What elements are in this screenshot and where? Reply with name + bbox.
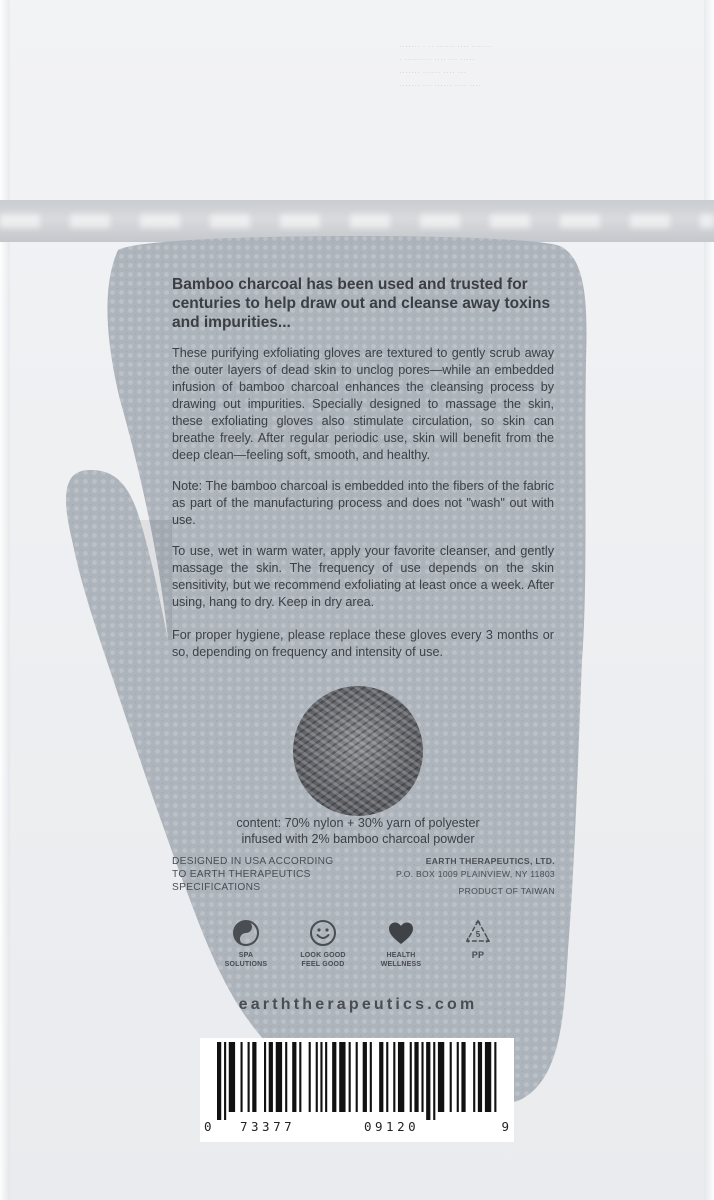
barcode-bar (386, 1042, 388, 1112)
fabric-swatch-image (293, 686, 423, 816)
barcode-bar (370, 1042, 372, 1112)
note-paragraph: Note: The bamboo charcoal is embedded into the fibers of the fabric as part of the manufacturing process and does not "wash" out with use. (172, 479, 554, 527)
barcode-digits-group1: 73377 (240, 1119, 296, 1134)
icon-label: WELLNESS (380, 961, 422, 968)
barcode-bar (241, 1042, 243, 1112)
barcode-bar (426, 1042, 430, 1120)
composition-line: infused with 2% bamboo charcoal powder (241, 832, 475, 846)
icon-label: SPA (238, 952, 254, 959)
barcode-bar (349, 1042, 351, 1112)
barcode-bar (363, 1042, 367, 1112)
company-info (350, 855, 555, 898)
feature-spa-solutions (216, 918, 276, 969)
product-origin: PRODUCT OF TAIWAN (458, 886, 555, 896)
barcode-bar (410, 1042, 412, 1112)
barcode-bar (224, 1042, 226, 1120)
usage-paragraph: To use, wet in warm water, apply your favorite cleanser, and gently massage the skin. The frequency of use depends on the skin sensitivity, but we recommend exfoliating at least once a week. After using, hang to dry. Keep in dry area. (172, 544, 554, 609)
barcode-bar (292, 1042, 296, 1112)
barcode-bar (264, 1042, 266, 1112)
feature-recycle-pp (448, 918, 508, 960)
barcode-bar (461, 1042, 465, 1112)
recycle-code: 5 (475, 930, 481, 939)
barcode (200, 1038, 514, 1142)
barcode-bar (320, 1042, 322, 1112)
company-name: EARTH THERAPEUTICS, LTD. (425, 856, 555, 866)
barcode-bar (217, 1042, 221, 1120)
barcode-bar (478, 1042, 482, 1112)
recycle-pp-icon (463, 918, 493, 948)
barcode-bar (414, 1042, 418, 1112)
barcode-bar (325, 1042, 327, 1112)
barcode-bar (438, 1042, 444, 1112)
icon-label: HEALTH (386, 952, 416, 959)
composition-line: content: 70% nylon + 30% yarn of polyester (236, 816, 480, 830)
icon-label: LOOK GOOD (300, 952, 346, 959)
barcode-bar (269, 1042, 273, 1112)
barcode-bar (276, 1042, 282, 1112)
barcode-bar (393, 1042, 395, 1112)
description-paragraph: These purifying exfoliating gloves are textured to gently scrub away the outer layers of dead skin to unclog pores—while an embedded infusion of bamboo charcoal enhances the cleansing process by drawing out impurities. Specially designed to massage the skin, these exfoliating gloves also stimulate circulation, so skin can breathe freely. After regular periodic use, skin will benefit from the deep clean—feeling soft, smooth, and healthy. (172, 346, 554, 462)
spa-solutions-icon (231, 918, 261, 948)
barcode-bar (433, 1042, 435, 1120)
heart-icon (386, 918, 416, 948)
barcode-bar (473, 1042, 475, 1112)
barcode-bars (217, 1042, 497, 1120)
designed-line: SPECIFICATIONS (172, 882, 261, 893)
barcode-bar (339, 1042, 345, 1112)
barcode-digit-right: 9 (501, 1119, 510, 1134)
barcode-bar (332, 1042, 336, 1112)
barcode-bar (285, 1042, 287, 1112)
barcode-digits-group2: 09120 (364, 1119, 420, 1134)
barcode-bar (299, 1042, 301, 1112)
headline: Bamboo charcoal has been used and trusted for centuries to help draw out and cleanse away toxins and impurities... (172, 276, 551, 331)
icon-label: PP (471, 950, 485, 960)
barcode-bar (494, 1042, 496, 1112)
barcode-digit-left: 0 (204, 1119, 213, 1134)
website-url: earththerapeutics.com (238, 996, 478, 1013)
barcode-bar (229, 1042, 235, 1112)
smiley-icon (308, 918, 338, 948)
hygiene-paragraph: For proper hygiene, please replace these gloves every 3 months or so, depending on frequency and intensity of use. (172, 628, 554, 659)
feature-health-wellness (371, 918, 431, 969)
barcode-bar (316, 1042, 318, 1112)
barcode-bar (421, 1042, 423, 1112)
barcode-bar (398, 1042, 404, 1112)
designed-line: TO EARTH THERAPEUTICS (172, 869, 311, 880)
icon-label: SOLUTIONS (224, 961, 268, 968)
mirrored-reverse-text: ······· ···· ······ ·· · ······· ····· ··· ···· ········· · ··· ···· ······ ······· ···· ···· ······ ··· ······· (399, 41, 493, 90)
barcode-bar (252, 1042, 256, 1112)
barcode-bar (457, 1042, 459, 1112)
feature-look-good (293, 918, 353, 969)
designed-line: DESIGNED IN USA ACCORDING (172, 856, 334, 867)
barcode-bar (356, 1042, 358, 1112)
feature-icons (212, 918, 502, 978)
designed-in-usa-text (172, 855, 372, 894)
barcode-bar (379, 1042, 383, 1112)
icon-label: FEEL GOOD (301, 961, 345, 968)
barcode-bar (309, 1042, 311, 1112)
barcode-bar (450, 1042, 452, 1112)
composition-text (140, 815, 576, 847)
barcode-bar (485, 1042, 491, 1112)
company-address: P.O. BOX 1009 PLAINVIEW, NY 11803 (396, 869, 555, 879)
barcode-bar (248, 1042, 250, 1112)
